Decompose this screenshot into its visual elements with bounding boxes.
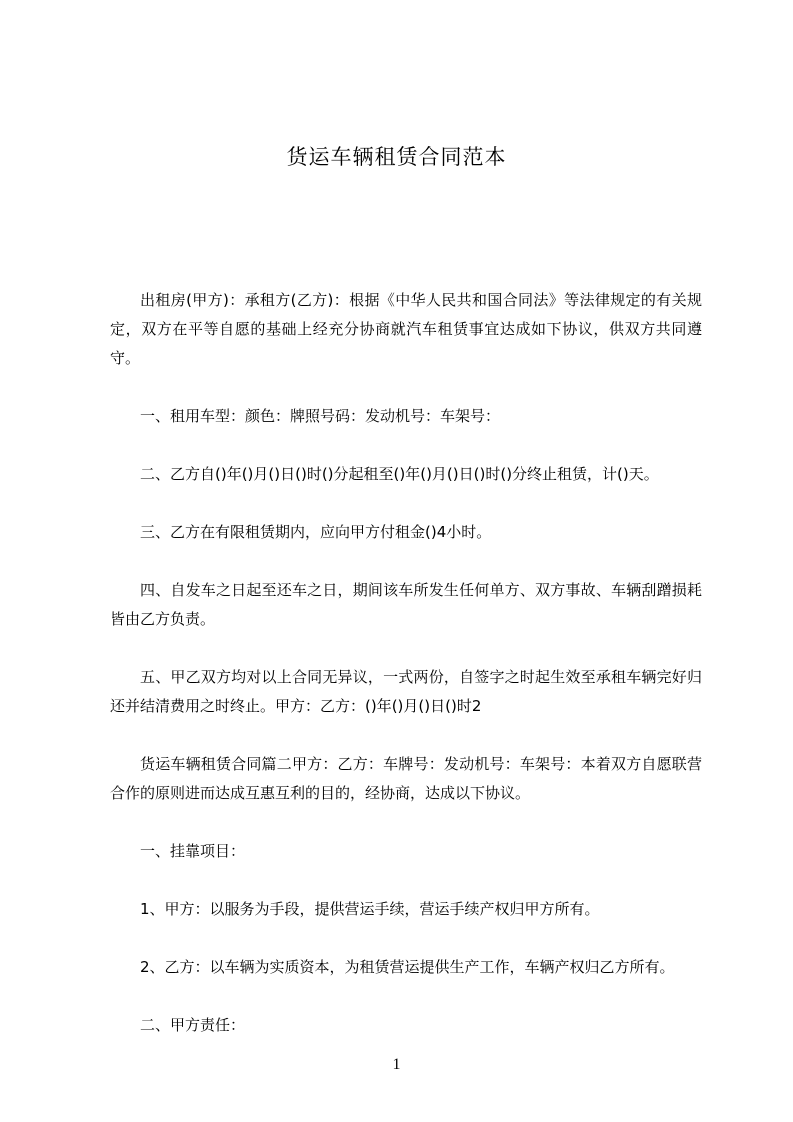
paragraph-spacer [110, 982, 702, 1011]
clause-rental-period: 二、乙方自()年()月()日()时()分起租至()年()月()日()时()分终止租赁，计()天。 [140, 465, 659, 483]
section-party-a-responsibility: 二、甲方责任： [140, 1016, 246, 1034]
section-affiliation-items: 一、挂靠项目： [140, 842, 246, 860]
paragraph-spacer [110, 924, 702, 953]
page-number: 1 [392, 1056, 401, 1073]
paragraph-spacer [110, 489, 702, 518]
item-party-a: 1、甲方：以服务为手段，提供营运手续，营运手续产权归甲方所有。 [140, 900, 600, 918]
paragraph-spacer [110, 373, 702, 402]
clause-rent-payment: 三、乙方在有限租赁期内，应向甲方付租金()4小时。 [140, 523, 492, 541]
paragraph-spacer [110, 808, 702, 837]
clause-effectiveness: 五、甲乙双方均对以上合同无异议，一式两份，自签字之时起生效至承租车辆完好归还并结清费用之时终止。甲方：乙方：()年()月()日()时2 [110, 668, 702, 715]
paragraph-spacer [110, 431, 702, 460]
contract-two-intro: 货运车辆租赁合同篇二甲方：乙方：车牌号：发动机号：车架号：本着双方自愿联营合作的原则进而达成互惠互利的目的，经协商，达成以下协议。 [110, 755, 702, 802]
intro-paragraph: 出租房(甲方)：承租方(乙方)：根据《中华人民共和国合同法》等法律规定的有关规定，双方在平等自愿的基础上经充分协商就汽车租赁事宜达成如下协议，供双方共同遵守。 [110, 291, 702, 367]
document-body [110, 286, 702, 1040]
paragraph-spacer [110, 721, 702, 750]
clause-vehicle-type: 一、租用车型：颜色：牌照号码：发动机号：车架号： [140, 407, 501, 425]
clause-liability: 四、自发车之日起至还车之日，期间该车所发生任何单方、双方事故、车辆刮蹭损耗皆由乙方负责。 [110, 581, 702, 628]
item-party-b: 2、乙方：以车辆为实质资本，为租赁营运提供生产工作，车辆产权归乙方所有。 [140, 958, 675, 976]
paragraph-spacer [110, 866, 702, 895]
paragraph-spacer [110, 634, 702, 663]
document-title: 货运车辆租赁合同范本 [286, 145, 507, 169]
paragraph-spacer [110, 547, 702, 576]
